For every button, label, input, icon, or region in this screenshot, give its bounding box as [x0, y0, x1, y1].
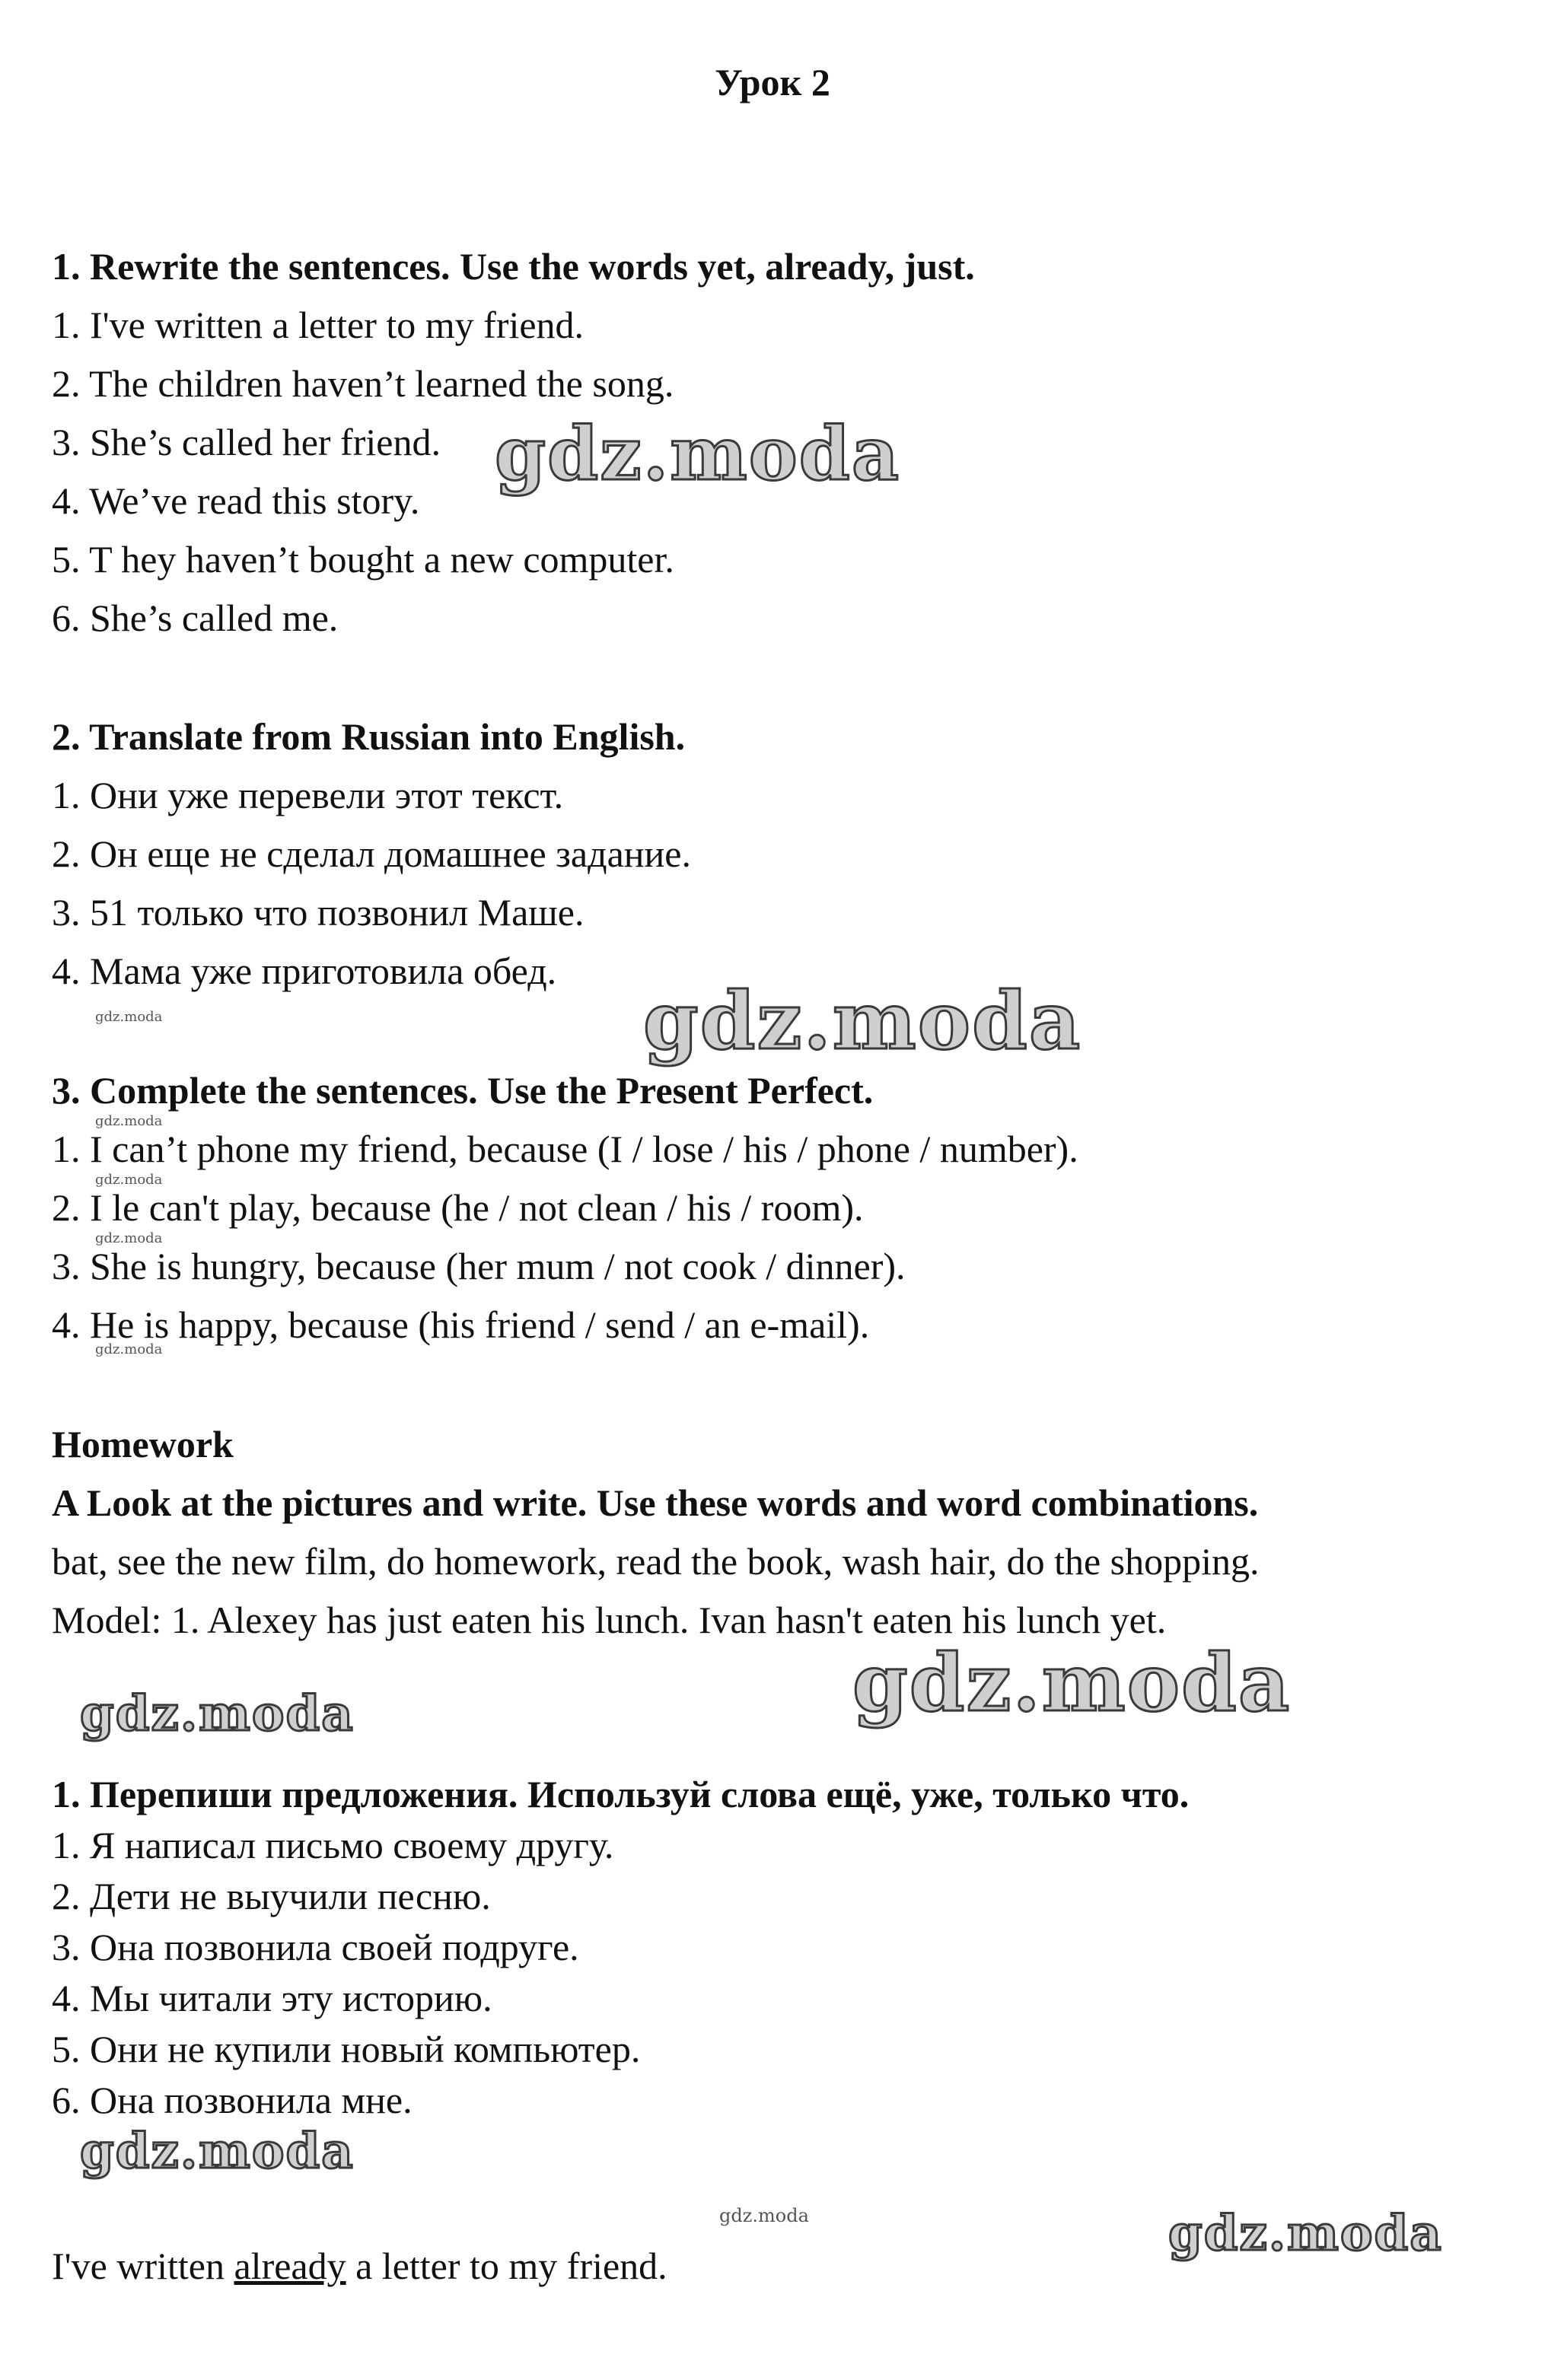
list-item: 3. Она позвонила своей подруге.	[52, 1926, 579, 1968]
watermark: gdz.moda	[852, 1636, 1292, 1729]
list-item: 2. Дети не выучили песню.	[52, 1875, 491, 1917]
list-item: 1. I've written a letter to my friend.	[52, 304, 585, 346]
section-heading: 3. Complete the sentences. Use the Present Perfect.	[52, 1069, 874, 1112]
watermark: gdz.moda	[80, 1685, 355, 1742]
list-item: 2. The children haven’t learned the song.	[52, 362, 674, 405]
watermark: gdz.moda	[1168, 2205, 1443, 2262]
section-russian-translation	[52, 1769, 1498, 2126]
list-item: 6. She’s called me.	[52, 597, 339, 639]
list-item: 5. T hey haven’t bought a new computer.	[52, 538, 674, 581]
watermark-small: gdz.moda	[95, 1172, 163, 1188]
list-item: 2. I le can't play, because (he / not clean / his / room).	[52, 1186, 864, 1229]
watermark-small: gdz.moda	[95, 1009, 163, 1025]
list-item: 5. Они не купили новый компьютер.	[52, 2028, 641, 2070]
list-item: 6. Она позвонила мне.	[52, 2079, 413, 2121]
homework-words: bat, see the new film, do homework, read the book, wash hair, do the shopping.	[52, 1540, 1260, 1583]
list-item: 2. Он еще не сделал домашнее задание.	[52, 832, 691, 875]
answer-underlined-word: already	[234, 2245, 346, 2287]
section-complete	[52, 1061, 1498, 1354]
list-item: 3. 51 только что позвонил Маше.	[52, 891, 585, 934]
homework-model: Model: 1. Alexey has just eaten his lunch. Ivan hasn't eaten his lunch yet.	[52, 1599, 1167, 1641]
section-homework	[52, 1415, 1498, 1650]
section-translate	[52, 708, 1498, 1001]
list-item: 1. Они уже перевели этот текст.	[52, 774, 564, 816]
watermark-small: gdz.moda	[719, 2205, 809, 2226]
watermark-small: gdz.moda	[95, 1113, 163, 1129]
section-heading: 2. Translate from Russian into English.	[52, 715, 686, 758]
list-item: 3. She is hungry, because (her mum / not cook / dinner).	[52, 1245, 906, 1287]
watermark-small: gdz.moda	[95, 1230, 163, 1246]
list-item: 4. Мама уже приготовила обед.	[52, 950, 557, 992]
watermark: gdz.moda	[80, 2123, 355, 2180]
answer-text-after: a letter to my friend.	[346, 2245, 667, 2287]
list-item: 1. Я написал письмо своему другу.	[52, 1824, 614, 1866]
answer-text-before: I've written	[52, 2245, 234, 2287]
list-item: 3. She’s called her friend.	[52, 421, 441, 463]
watermark: gdz.moda	[643, 974, 1082, 1068]
page-title: Урок 2	[715, 61, 830, 103]
homework-task-heading: A Look at the pictures and write. Use these words and word combinations.	[52, 1481, 1259, 1524]
section-heading: 1. Rewrite the sentences. Use the words yet, already, just.	[52, 245, 975, 288]
list-item: 1. I can’t phone my friend, because (I / lose / his / phone / number).	[52, 1128, 1078, 1170]
homework-heading: Homework	[52, 1423, 234, 1465]
watermark-small: gdz.moda	[95, 1341, 163, 1357]
watermark: gdz.moda	[495, 411, 901, 497]
section-heading: 1. Перепиши предложения. Используй слова ещё, уже, только что.	[52, 1773, 1190, 1815]
list-item: 4. Мы читали эту историю.	[52, 1977, 492, 2019]
list-item: 4. He is happy, because (his friend / send / an e-mail).	[52, 1303, 870, 1346]
list-item: 4. We’ve read this story.	[52, 479, 420, 522]
